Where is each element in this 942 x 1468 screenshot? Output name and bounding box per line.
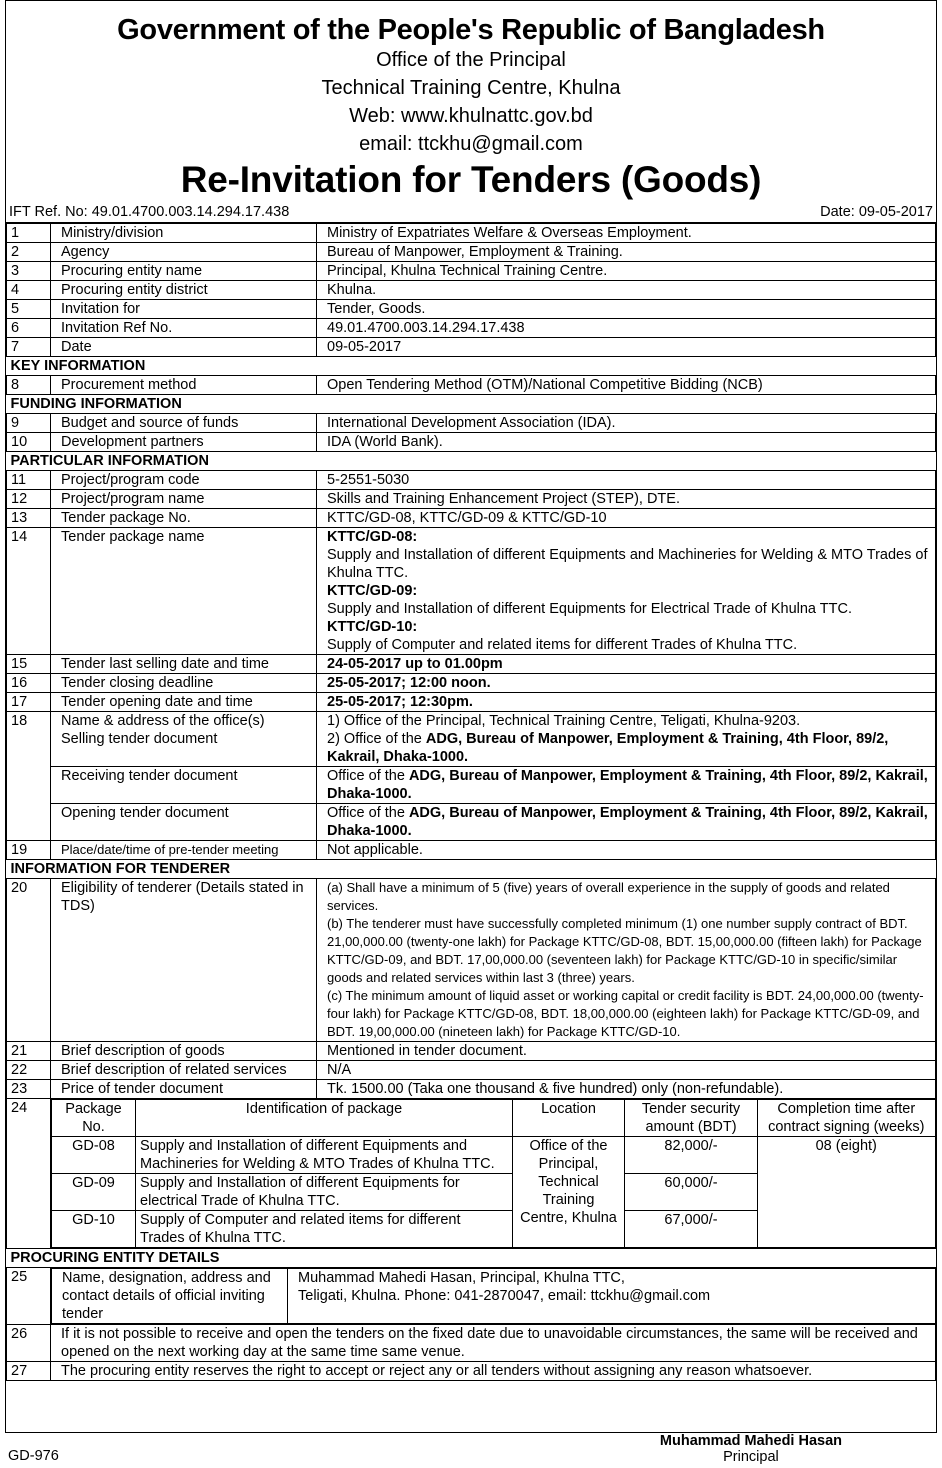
table-row: 1 Ministry/division Ministry of Expatriates Welfare & Overseas Employment. [7, 224, 936, 243]
office-line: Office of the Principal [376, 49, 566, 71]
table-row: 26 If it is not possible to receive and open the tenders on the fixed date due to unavoidable circumstances, the same will be received and opened on the next working day at the same time same venue. [7, 1325, 936, 1362]
package-row: GD-09 Supply and Installation of different Equipments for electrical Trade of Khulna TTC. 60,000/- [52, 1174, 936, 1211]
table-row: 23 Price of tender document Tk. 1500.00 (Taka one thousand & five hundred) only (non-refundable). [7, 1080, 936, 1099]
table-row: 14 Tender package name KTTC/GD-08: Supply and Installation of different Equipments and Machineries for Welding & MTO Trades of Khulna TTC. KTTC/GD-09: Supply and Installation of different Equipments for Electrical Trade of Khulna TTC. KTTC/GD-10: Supply of Computer and related items for different Trades of Khulna TTC. [7, 528, 936, 655]
table-row: 21 Brief description of goods Mentioned in tender document. [7, 1042, 936, 1061]
table-row: Opening tender document Office of the ADG, Bureau of Manpower, Employment & Training, 4th Floor, 89/2, Kakrail, Dhaka-1000. [7, 804, 936, 841]
signature-block: Muhammad Mahedi Hasan Principal [659, 1433, 842, 1465]
table-row: 20 Eligibility of tenderer (Details stated in TDS) (a) Shall have a minimum of 5 (five) years of overall experience in the supply of goods and related services. (b) The tenderer must have successfully completed minimum (1) one number supply contract of BDT. 21,00,000.00 (twenty-one lakh) for Package KTTC/GD-08, BDT. 15,00,000.00 (fifteen lakh) for Package KTTC/GD-09, and BDT. 17,00,000.00 (seventeen lakh) for Package KTTC/GD-10 in specific/similar goods and related services within last 3 (three) years. (c) The minimum amount of liquid asset or working capital or credit facility is BDT. 24,00,000.00 (twenty-four lakh) for Package KTTC/GD-08, BDT. 18,00,000.00 (eighteen lakh) for Package KTTC/GD-09, and BDT. 19,00,000.00 (nineteen lakh) for Package KTTC/GD-10. [7, 879, 936, 1042]
government-heading: Government of the People's Republic of Bangladesh [117, 14, 825, 46]
email-line: email: ttckhu@gmail.com [359, 133, 583, 155]
section-funding-information: FUNDING INFORMATION [7, 395, 936, 414]
table-row: 6 Invitation Ref No. 49.01.4700.003.14.294.17.438 [7, 319, 936, 338]
package-row: GD-08 Supply and Installation of different Equipments and Machineries for Welding & MTO Trades of Khulna TTC. Office of the Principal, Technical Training Centre, Khulna 82,000/- 08 (eight) [52, 1137, 936, 1174]
table-row: Receiving tender document Office of the ADG, Bureau of Manpower, Employment & Training, 4th Floor, 89/2, Kakrail, Dhaka-1000. [7, 767, 936, 804]
package-table [51, 1099, 936, 1248]
letterhead [6, 14, 936, 202]
table-row: 10 Development partners IDA (World Bank). [7, 433, 936, 452]
notice-frame [5, 0, 937, 1433]
table-row: 17 Tender opening date and time 25-05-2017; 12:30pm. [7, 693, 936, 712]
section-particular-information: PARTICULAR INFORMATION [7, 452, 936, 471]
table-row: 5 Invitation for Tender, Goods. [7, 300, 936, 319]
package-row: GD-10 Supply of Computer and related items for different Trades of Khulna TTC. 67,000/- [52, 1211, 936, 1248]
section-procuring-entity-details: PROCURING ENTITY DETAILS [7, 1249, 936, 1268]
table-row: 7 Date 09-05-2017 [7, 338, 936, 357]
table-row: 11 Project/program code 5-2551-5030 [7, 471, 936, 490]
table-row: 2 Agency Bureau of Manpower, Employment & Training. [7, 243, 936, 262]
centre-line: Technical Training Centre, Khulna [321, 77, 621, 99]
notice-date: Date: 09-05-2017 [820, 204, 933, 220]
table-row: 25 Name, designation, address and contact details of official inviting tender Muhammad Mahedi Hasan, Principal, Khulna TTC, Teligati, Khulna. Phone: 041-2870047, email: ttckhu@gmail.com [7, 1268, 936, 1325]
section-key-information: KEY INFORMATION [7, 357, 936, 376]
reference-row [6, 202, 936, 223]
table-row: 9 Budget and source of funds International Development Association (IDA). [7, 414, 936, 433]
table-row: 22 Brief description of related services N/A [7, 1061, 936, 1080]
table-row: 3 Procuring entity name Principal, Khulna Technical Training Centre. [7, 262, 936, 281]
table-row: 19 Place/date/time of pre-tender meeting Not applicable. [7, 841, 936, 860]
notice-code: GD-976 [8, 1447, 59, 1464]
footer [4, 1433, 938, 1465]
table-row: 12 Project/program name Skills and Training Enhancement Project (STEP), DTE. [7, 490, 936, 509]
section-information-for-tenderer: INFORMATION FOR TENDERER [7, 860, 936, 879]
web-line: Web: www.khulnattc.gov.bd [349, 105, 593, 127]
table-row: 24 Package No. Identification of package Location Tender security amount (BDT) Completion time after contract signing (weeks) GD-08 Supply and Installation of different Equipments and Machineries for Welding & MTO Trades of Khulna TTC. Office of the Principal, Technical Training Centre, Khulna 82,000/- 08 (eight) GD-09 Supply and Installation of different Equipments for electrical Trade of Khulna TTC. 60,000/- GD-10 Supply of Computer and related items for different Trades of Khulna TTC. 67,000/- [7, 1099, 936, 1249]
tender-table [6, 223, 936, 1381]
notice-title: Re-Invitation for Tenders (Goods) [180, 159, 762, 200]
package-header: Package No. Identification of package Location Tender security amount (BDT) Completion time after contract signing (weeks) [52, 1100, 936, 1137]
table-row: 27 The procuring entity reserves the right to accept or reject any or all tenders without assigning any reason whatsoever. [7, 1362, 936, 1381]
package-names: KTTC/GD-08: Supply and Installation of different Equipments and Machineries for Welding & MTO Trades of Khulna TTC. KTTC/GD-09: Supply and Installation of different Equipments for Electrical Trade of Khulna TTC. KTTC/GD-10: Supply of Computer and related items for different Trades of Khulna TTC. [317, 528, 936, 655]
table-row: 18 Name & address of the office(s) Selling tender document 1) Office of the Principal, Technical Training Centre, Teligati, Khulna-9203. 2) Office of the ADG, Bureau of Manpower, Employment & Training, 4th Floor, 89/2, Kakrail, Dhaka-1000. [7, 712, 936, 767]
table-row: 16 Tender closing deadline 25-05-2017; 12:00 noon. [7, 674, 936, 693]
table-row: 15 Tender last selling date and time 24-05-2017 up to 01.00pm [7, 655, 936, 674]
table-row: 8 Procurement method Open Tendering Method (OTM)/National Competitive Bidding (NCB) [7, 376, 936, 395]
table-row: 13 Tender package No. KTTC/GD-08, KTTC/GD-09 & KTTC/GD-10 [7, 509, 936, 528]
ift-ref: IFT Ref. No: 49.01.4700.003.14.294.17.438 [9, 204, 290, 220]
table-row: 4 Procuring entity district Khulna. [7, 281, 936, 300]
